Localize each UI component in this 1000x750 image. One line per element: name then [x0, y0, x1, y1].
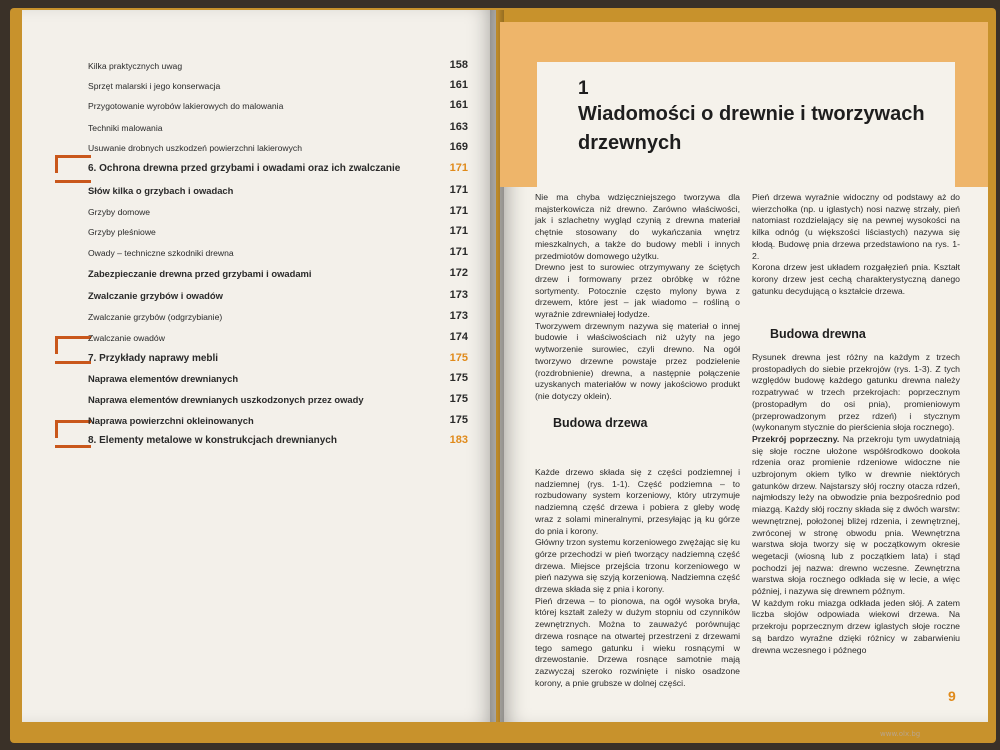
- toc-entry-label: Grzyby pleśniowe: [88, 227, 156, 237]
- toc-entry-label: Zabezpieczanie drewna przed grzybami i owadami: [88, 268, 312, 279]
- toc-entry-page: 175: [449, 393, 468, 405]
- chapter-marker-base: [55, 180, 91, 183]
- toc-entry: [88, 237, 468, 258]
- toc-entry-page: 173: [449, 310, 468, 322]
- toc-entry-page: 175: [449, 372, 468, 384]
- chapter-marker: [55, 155, 91, 173]
- chapter-marker-base: [55, 445, 91, 448]
- page-number: 9: [948, 688, 956, 704]
- paragraph: Pień drzewa wyraźnie widoczny od podstawy aż do wierzchołka (np. u iglastych) nosi nazwę strzały, pień natomiast rozdzielający się na pewnej wysokości na kilka odnóg (u większości liściastych) nazywa się kłodą. Budowę pnia drzewa przedstawiono na rys. 1-2.: [752, 192, 960, 261]
- toc-entry-page: 169: [449, 141, 468, 153]
- toc-entry-page: 183: [449, 434, 468, 446]
- toc-entry-page: 161: [449, 79, 468, 91]
- chapter-marker-base: [55, 361, 91, 364]
- toc-entry-page: 161: [449, 99, 468, 111]
- toc-entry: [88, 280, 468, 301]
- toc-entry-label: Naprawa elementów drewnianych: [88, 373, 239, 384]
- toc-entry-label: Zwalczanie owadów: [88, 333, 165, 343]
- toc-entry: [88, 322, 468, 343]
- toc-entry-label: Naprawa powierzchni okleinowanych: [88, 415, 254, 426]
- paragraph: Pień drzewa – to pionowa, na ogół wysoka bryła, której kształt zależy w dużym stopniu od czynników zewnętrznych. Można to zauważyć porównując drzewa rosnące na otwartej przestrzeni z drzewami tego samego gatunku i wieku rosnącymi w drzewostanie. Drzewa rosnące samotnie mają zazwyczaj szeroko rozwinięte i nisko osadzone korony, a pnie grubsze w dolnej części.: [535, 595, 740, 688]
- toc-entry-page: 175: [449, 414, 468, 426]
- paragraph: Rysunek drewna jest różny na każdym z trzech prostopadłych do siebie przekrojów (rys. 1-3). Z tych względów budowę każdego gatunku drewna należy rozpatrywać w trzech przekrojach: poprzecznym (prostopadłym do osi pnia), promieniowym (przeprowadzonym przez rdzeń) i stycznym (wykonanym stycznie do pierścienia słoja rocznego).: [752, 352, 960, 433]
- text-column-left-intro: [535, 192, 740, 403]
- toc-entry-label: Techniki malowania: [88, 123, 163, 133]
- toc-entry-label: Sprzęt malarski i jego konserwacja: [88, 81, 221, 91]
- toc-entry-label: Naprawa elementów drewnianych uszkodzonych przez owady: [88, 394, 364, 405]
- toc-chapter-entry: [88, 425, 468, 446]
- toc-chapter-entry: [88, 153, 468, 174]
- toc-entry-label: Usuwanie drobnych uszkodzeń powierzchni lakierowych: [88, 143, 302, 153]
- chapter-marker: [55, 336, 91, 354]
- toc-entry: [88, 258, 468, 279]
- toc-entry: [88, 175, 468, 196]
- toc-entry-label: Owady – techniczne szkodniki drewna: [88, 248, 234, 258]
- toc-entry: [88, 50, 468, 71]
- paragraph: W każdym roku miazga odkłada jeden słój. A zatem liczba słojów odpowiada wiekowi drzewa. Na przekroju poprzecznym drzew iglastych słoje roczne są bardzo wyraźne dzięki różnicy w zabarwieniu drewna wczesnego i późnego: [752, 597, 960, 655]
- paragraph: Każde drzewo składa się z części podziemnej i nadziemnej (rys. 1-1). Część podziemna – to rozbudowany system korzeniowy, który utrzymuje nadziemną część drzewa i pobiera z gleby wodę wraz z solami mineralnymi, przesyłając ją ku górze do pnia i korony.: [535, 467, 740, 536]
- toc-entry-page: 171: [449, 205, 468, 217]
- toc-entry-label: 7. Przykłady naprawy mebli: [88, 353, 219, 364]
- chapter-title: Wiadomości o drewnie i tworzywach drzewnych: [578, 103, 925, 154]
- toc-entry-page: 174: [449, 331, 468, 343]
- text-column-right-main: [752, 352, 960, 656]
- paragraph-text: Na przekroju tym uwydatniają się słoje roczne ułożone współśrodkowo dookoła rdzenia oraz promienie rdzeniowe widoczne nie uzbrojonym okiem tylko w drewnie niektórych gatunków drzew. Najstarszy słój roczny otacza rdzeń, najmłodszy leży na obwodzie pnia bezpośrednio pod miazgą. Każdy słój roczny składa się z dwóch warstw: wewnętrznej, położonej bliżej rdzenia, i zewnętrznej, zwróconej w stronę obwodu pnia. Wewnętrzna warstwa słoja tworzy się w początkowym okresie wegetacji (wiosną lub z początkiem lata) i stąd pochodzi jej nazwa: drewno wczesne. Zewnętrzna warstwa słoja rocznego odkłada się w lecie, a więc później, i nazywa się drewnem późnym.: [752, 433, 960, 597]
- toc-entry: [88, 90, 468, 111]
- text-column-left-main: [535, 467, 740, 689]
- toc-entry-page: 172: [449, 267, 468, 279]
- inline-bold-term: Przekrój poprzeczny.: [752, 433, 840, 444]
- toc-entry-label: Słów kilka o grzybach i owadach: [88, 185, 234, 196]
- chapter-number: 1: [578, 78, 589, 99]
- toc-entry-label: 6. Ochrona drewna przed grzybami i owadami oraz ich zwalczanie: [88, 163, 401, 174]
- paragraph: Drewno jest to surowiec otrzymywany ze ściętych drzew i formowany przez obróbkę w różne sortymenty. Potocznie często mylony bywa z drzewem, które jest – jak wiadomo – rośliną o wyraźnie zdrewniałej łodydze.: [535, 262, 740, 320]
- toc-entry-page: 171: [449, 162, 468, 174]
- toc-entry: [88, 405, 468, 426]
- toc-entry: [88, 216, 468, 237]
- toc-entry-page: 171: [449, 246, 468, 258]
- toc-entry: [88, 196, 468, 217]
- paragraph: Nie ma chyba wdzięczniejszego tworzywa dla majsterkowicza niż drewno. Zarówno właściwości, jak i szlachetny wygląd czynią z drewna materiał chętnie stosowany do wykańczania wnętrz mieszkalnych, a także do budowy mebli i innych przedmiotów domowego użytku.: [535, 192, 740, 261]
- toc-entry-page: 173: [449, 289, 468, 301]
- text-column-right-intro: [752, 192, 960, 297]
- toc-entry-label: Zwalczanie grzybów i owadów: [88, 290, 223, 301]
- toc-chapter-entry: [88, 343, 468, 364]
- toc-entry-page: 158: [449, 59, 468, 71]
- chapter-marker: [55, 420, 91, 438]
- toc-entry-page: 171: [449, 225, 468, 237]
- subheading-wood-structure: Budowa drewna: [770, 327, 866, 341]
- toc-entry: [88, 301, 468, 322]
- toc-entry-label: Kilka praktycznych uwag: [88, 61, 183, 71]
- toc-entry-label: Przygotowanie wyrobów lakierowych do malowania: [88, 101, 284, 111]
- toc-entry: [88, 112, 468, 133]
- watermark-text: www.olx.bg: [880, 730, 921, 738]
- toc-entry-page: 163: [449, 121, 468, 133]
- toc-entry: [88, 363, 468, 384]
- subheading-tree-structure: Budowa drzewa: [553, 416, 648, 430]
- paragraph: [752, 434, 960, 598]
- toc-entry: [88, 70, 468, 91]
- toc-entry: [88, 384, 468, 405]
- paragraph: Główny trzon systemu korzeniowego zwężając się ku górze przechodzi w pień tworzący nadziemną część drzewa. Miejsce przejścia trzonu korzeniowego w pień nazywa się szyją korzeniową. Nadziemna część drzewa składa się z pnia i korony.: [535, 537, 740, 595]
- toc-entry-label: Grzyby domowe: [88, 207, 151, 217]
- toc-entry-page: 171: [449, 184, 468, 196]
- paragraph: Korona drzew jest układem rozgałęzień pnia. Kształt korony drzew jest cechą charakterystyczną danego gatunku decydującą o kształcie drzewa.: [752, 262, 960, 296]
- toc-entry-label: Zwalczanie grzybów (odgrzybianie): [88, 312, 223, 322]
- toc-entry-label: 8. Elementy metalowe w konstrukcjach drewnianych: [88, 435, 337, 446]
- toc-entry-page: 175: [449, 352, 468, 364]
- paragraph: Tworzywem drzewnym nazywa się materiał o innej budowie i właściwościach niż użyty na jego wytworzenie surowiec, czyli drewno. Na ogół tworzywo drzewne powstaje przez podzielenie (rozdrobnienie) drewna, a następnie połączenie uzyskanych materiałów w nowy jakościowo produkt (nie dotyczy oklein).: [535, 320, 740, 401]
- toc-entry: [88, 132, 468, 153]
